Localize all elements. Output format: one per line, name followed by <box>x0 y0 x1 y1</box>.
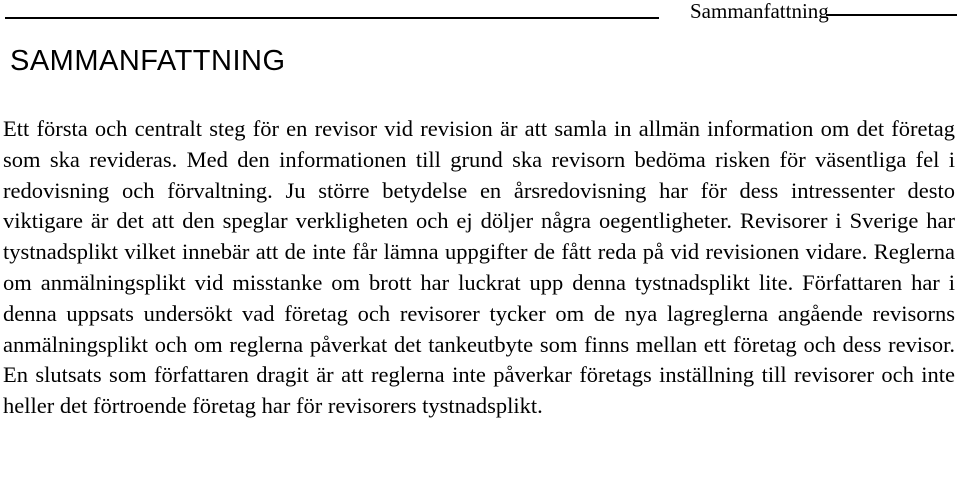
header-rule-left <box>5 17 659 19</box>
summary-paragraph: Ett första och centralt steg för en revisor vid revision är att samla in allmän information om det företag som ska revideras. Med den informationen till grund ska revisorn bedöma risken för väsentliga fel i redovisning och förvaltning. Ju större betydelse en årsredovisning har för dess intressenter desto viktigare är det att den speglar verkligheten och ej döljer några oegentligheter. Revisorer i Sverige har tystnadsplikt vilket innebär att de inte får lämna uppgifter de fått reda på vid revisionen vidare. Reglerna om anmälningsplikt vid misstanke om brott har luckrat upp denna tystnadsplikt lite. Författaren har i denna uppsats undersökt vad företag och revisorer tycker om de nya lagreglerna angående revisorns anmälningsplikt och om reglerna påverkat det tankeutbyte som finns mellan ett företag och dess revisor. En slutsats som författaren dragit är att reglerna inte påverkar företags inställning till revisorer och inte heller det förtroende företag har för revisorers tystnadsplikt. <box>3 116 955 419</box>
header-rule-right <box>826 14 957 16</box>
running-header-title: Sammanfattning <box>690 0 829 23</box>
page-title: SAMMANFATTNING <box>10 45 286 77</box>
